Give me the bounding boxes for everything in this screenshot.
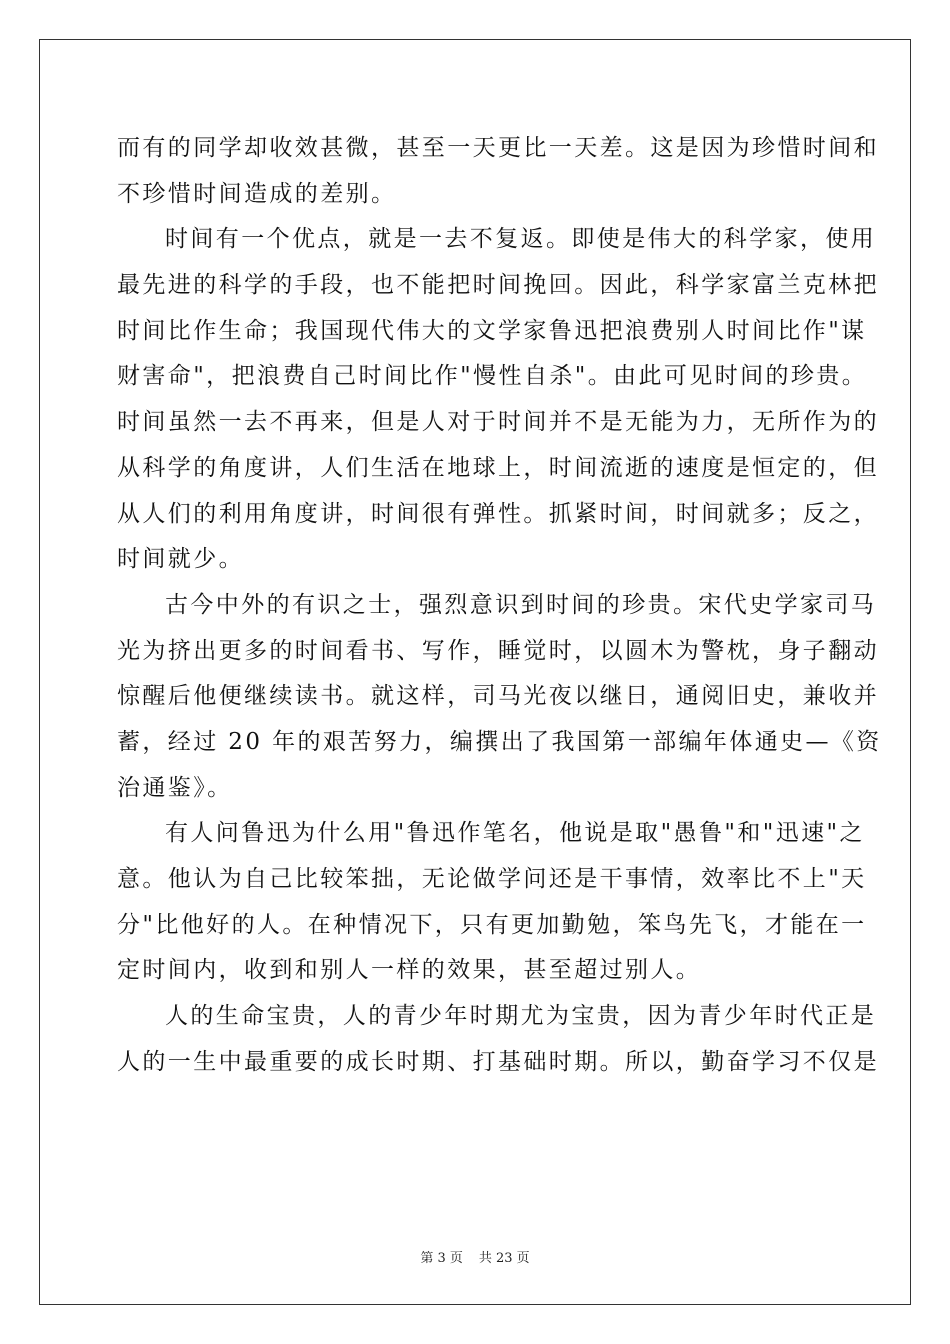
text-line: 而有的同学却收效甚微，甚至一天更比一天差。这是因为珍惜时间和 — [117, 135, 879, 161]
page-total: 共 23 页 — [478, 1251, 530, 1266]
text-line: 定时间内，收到和别人一样的效果，甚至超过别人。 — [117, 957, 702, 984]
text-line: 时间虽然一去不再来，但是人对于时间并不是无能为力，无所作为的 — [117, 409, 879, 436]
text-line: 治通鉴》。 — [117, 774, 233, 801]
text-line: 惊醒后他便继续读书。就这样，司马光夜以继日，通阅旧史，兼收并 — [117, 683, 879, 710]
text-line: 蓄，经过 20 年的艰苦努力，编撰出了我国第一部编年体通史—《资 — [117, 728, 882, 755]
text-line: 时间有一个优点，就是一去不复返。即使是伟大的科学家，使用 — [165, 226, 877, 253]
text-line: 人的生命宝贵，人的青少年时期尤为宝贵，因为青少年时代正是 — [165, 1003, 877, 1030]
text-line: 时间比作生命；我国现代伟大的文学家鲁迅把浪费别人时间比作"谋 — [117, 317, 867, 344]
text-line: 从人们的利用角度讲，时间很有弹性。抓紧时间，时间就多；反之， — [117, 500, 879, 527]
body-text — [117, 126, 882, 1085]
text-line: 光为挤出更多的时间看书、写作，睡觉时，以圆木为警枕，身子翻动 — [117, 637, 879, 664]
text-line: 古今中外的有识之士，强烈意识到时间的珍贵。宋代史学家司马 — [165, 591, 877, 618]
text-line: 不珍惜时间造成的差别。 — [117, 180, 397, 207]
text-line: 时间就少。 — [117, 546, 244, 573]
text-line: 有人问鲁迅为什么用"鲁迅作笔名，他说是取"愚鲁"和"迅速"之 — [165, 820, 865, 847]
page-number: 第 3 页 — [420, 1251, 463, 1266]
text-line: 意。他认为自己比较笨拙，无论做学问还是干事情，效率比不上"天 — [117, 866, 867, 892]
text-line: 从科学的角度讲，人们生活在地球上，时间流逝的速度是恒定的，但 — [117, 454, 879, 481]
text-line: 分"比他好的人。在种情况下，只有更加勤勉，笨鸟先飞，才能在一 — [117, 911, 867, 938]
text-line: 财害命"，把浪费自己时间比作"慢性自杀"。由此可见时间的珍贵。 — [117, 363, 868, 390]
page-footer — [0, 1247, 950, 1266]
text-line: 最先进的科学的手段，也不能把时间挽回。因此，科学家富兰克林把 — [117, 272, 879, 299]
text-line: 人的一生中最重要的成长时期、打基础时期。所以，勤奋学习不仅是 — [117, 1048, 879, 1075]
